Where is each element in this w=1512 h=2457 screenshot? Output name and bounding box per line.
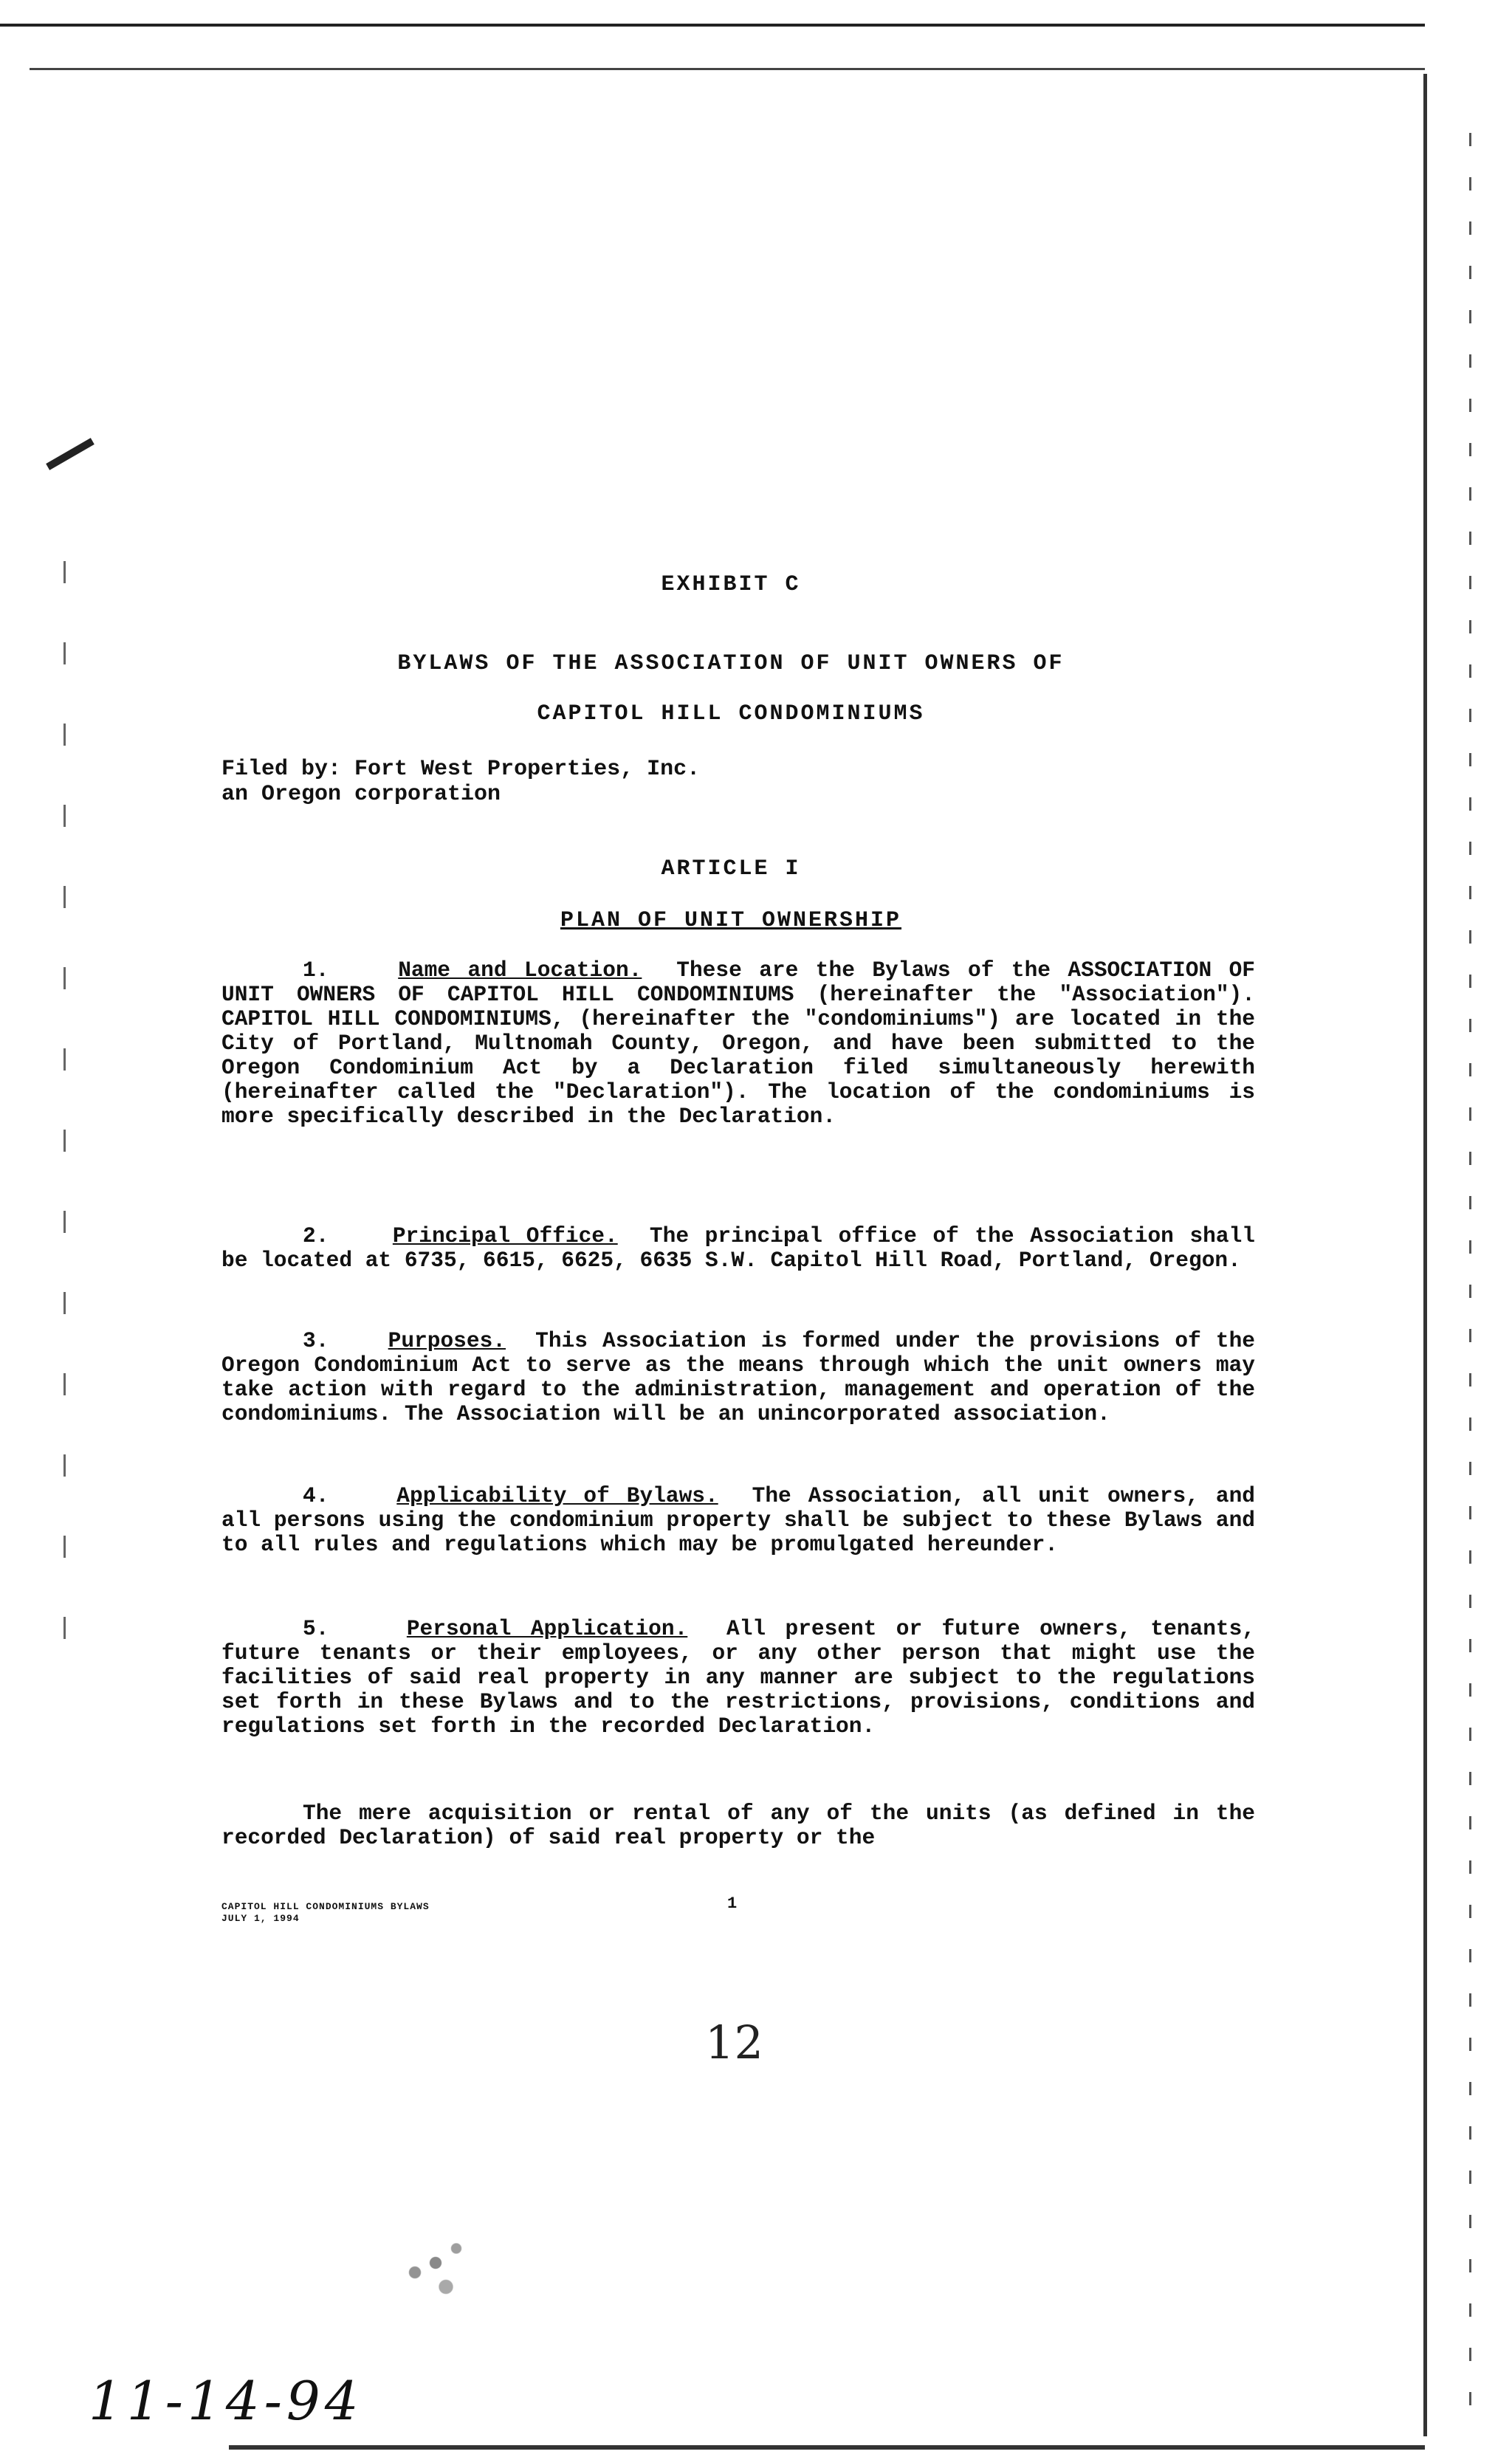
filed-by-line1: Filed by: Fort West Properties, Inc. bbox=[221, 757, 701, 782]
filed-by-block bbox=[221, 757, 700, 807]
article-number: ARTICLE I bbox=[661, 856, 801, 882]
exhibit-label: EXHIBIT C bbox=[661, 572, 801, 597]
paragraph-number: 3. bbox=[303, 1328, 329, 1353]
paragraph-heading: Applicability of Bylaws. bbox=[396, 1483, 718, 1508]
paragraph-personal-application bbox=[221, 1617, 1255, 1739]
paragraph-applicability bbox=[221, 1484, 1255, 1557]
scan-border-bottom bbox=[229, 2445, 1425, 2450]
scan-border-top bbox=[0, 24, 1425, 27]
paragraph-text: The mere acquisition or rental of any of the units (as defined in the recorded Declaration) of said real property or the bbox=[221, 1801, 1255, 1850]
bylaws-title-line1: BYLAWS OF THE ASSOCIATION OF UNIT OWNERS OF bbox=[397, 651, 1065, 676]
paragraph-text: The Association, all unit owners, and all persons using the condominium property shall be subject to these Bylaws and to all rules and regulations which may be promulgated hereunder. bbox=[221, 1483, 1256, 1557]
stamp-number: 12 bbox=[705, 2016, 763, 2069]
article-title: PLAN OF UNIT OWNERSHIP bbox=[560, 908, 902, 933]
page-number: 1 bbox=[727, 1894, 738, 1913]
paragraph-heading: Name and Location. bbox=[398, 958, 642, 983]
paragraph-principal-office bbox=[221, 1224, 1255, 1273]
paragraph-text: The principal office of the Association shall be located at 6735, 6615, 6625, 6635 S.W. Capitol Hill Road, Portland, Oregon. bbox=[221, 1223, 1255, 1273]
paragraph-text: This Association is formed under the provisions of the Oregon Condominium Act to serve as the means through which the unit owners may take action with regard to the administration, management and operation of the condominiums. The Association will be an unincorporated association. bbox=[221, 1328, 1255, 1426]
paragraph-heading: Personal Application. bbox=[406, 1616, 688, 1641]
scan-mark bbox=[46, 438, 94, 470]
handwritten-date: 11-14-94 bbox=[89, 2370, 363, 2432]
scan-edge-right bbox=[1469, 133, 1471, 2422]
paragraph-name-and-location bbox=[221, 958, 1255, 1129]
paragraph-continuation bbox=[221, 1801, 1255, 1850]
scan-border-right bbox=[1423, 74, 1427, 2436]
paragraph-text: All present or future owners, tenants, future tenants or their employees, or any other person that might use the facilities of said real property in any manner are subject to the regulations set forth in these Bylaws and to the restrictions, provisions, conditions and regulations set forth in the recorded Declaration. bbox=[221, 1616, 1256, 1739]
paragraph-heading: Principal Office. bbox=[392, 1223, 618, 1248]
paragraph-text: These are the Bylaws of the ASSOCIATION OF UNIT OWNERS OF CAPITOL HILL CONDOMINIUMS (hereinafter the "Association"). CAPITOL HILL CONDOMINIUMS, (hereinafter the "condominiums") are located in the City of Portland, Multnomah County, Oregon, and have been submitted to the Oregon Condominium Act by a Declaration filed simultaneously herewith (hereinafter called the "Declaration"). The location of the condominiums is more specifically described in the Declaration. bbox=[221, 958, 1256, 1129]
footer-document-name: CAPITOL HILL CONDOMINIUMS BYLAWS bbox=[221, 1901, 430, 1912]
paragraph-number: 2. bbox=[303, 1223, 329, 1248]
page-footer bbox=[221, 1901, 430, 1925]
paragraph-purposes bbox=[221, 1329, 1255, 1426]
scan-border-top-inner bbox=[30, 68, 1425, 70]
footer-date: JULY 1, 1994 bbox=[221, 1913, 300, 1924]
scan-smudge bbox=[384, 2215, 487, 2311]
scan-edge-left bbox=[63, 561, 66, 1669]
paragraph-number: 1. bbox=[303, 958, 329, 983]
paragraph-heading: Purposes. bbox=[388, 1328, 506, 1353]
filed-by-line2: an Oregon corporation bbox=[221, 782, 501, 807]
bylaws-title-line2: CAPITOL HILL CONDOMINIUMS bbox=[537, 701, 925, 726]
paragraph-number: 5. bbox=[303, 1616, 329, 1641]
paragraph-number: 4. bbox=[303, 1483, 329, 1508]
